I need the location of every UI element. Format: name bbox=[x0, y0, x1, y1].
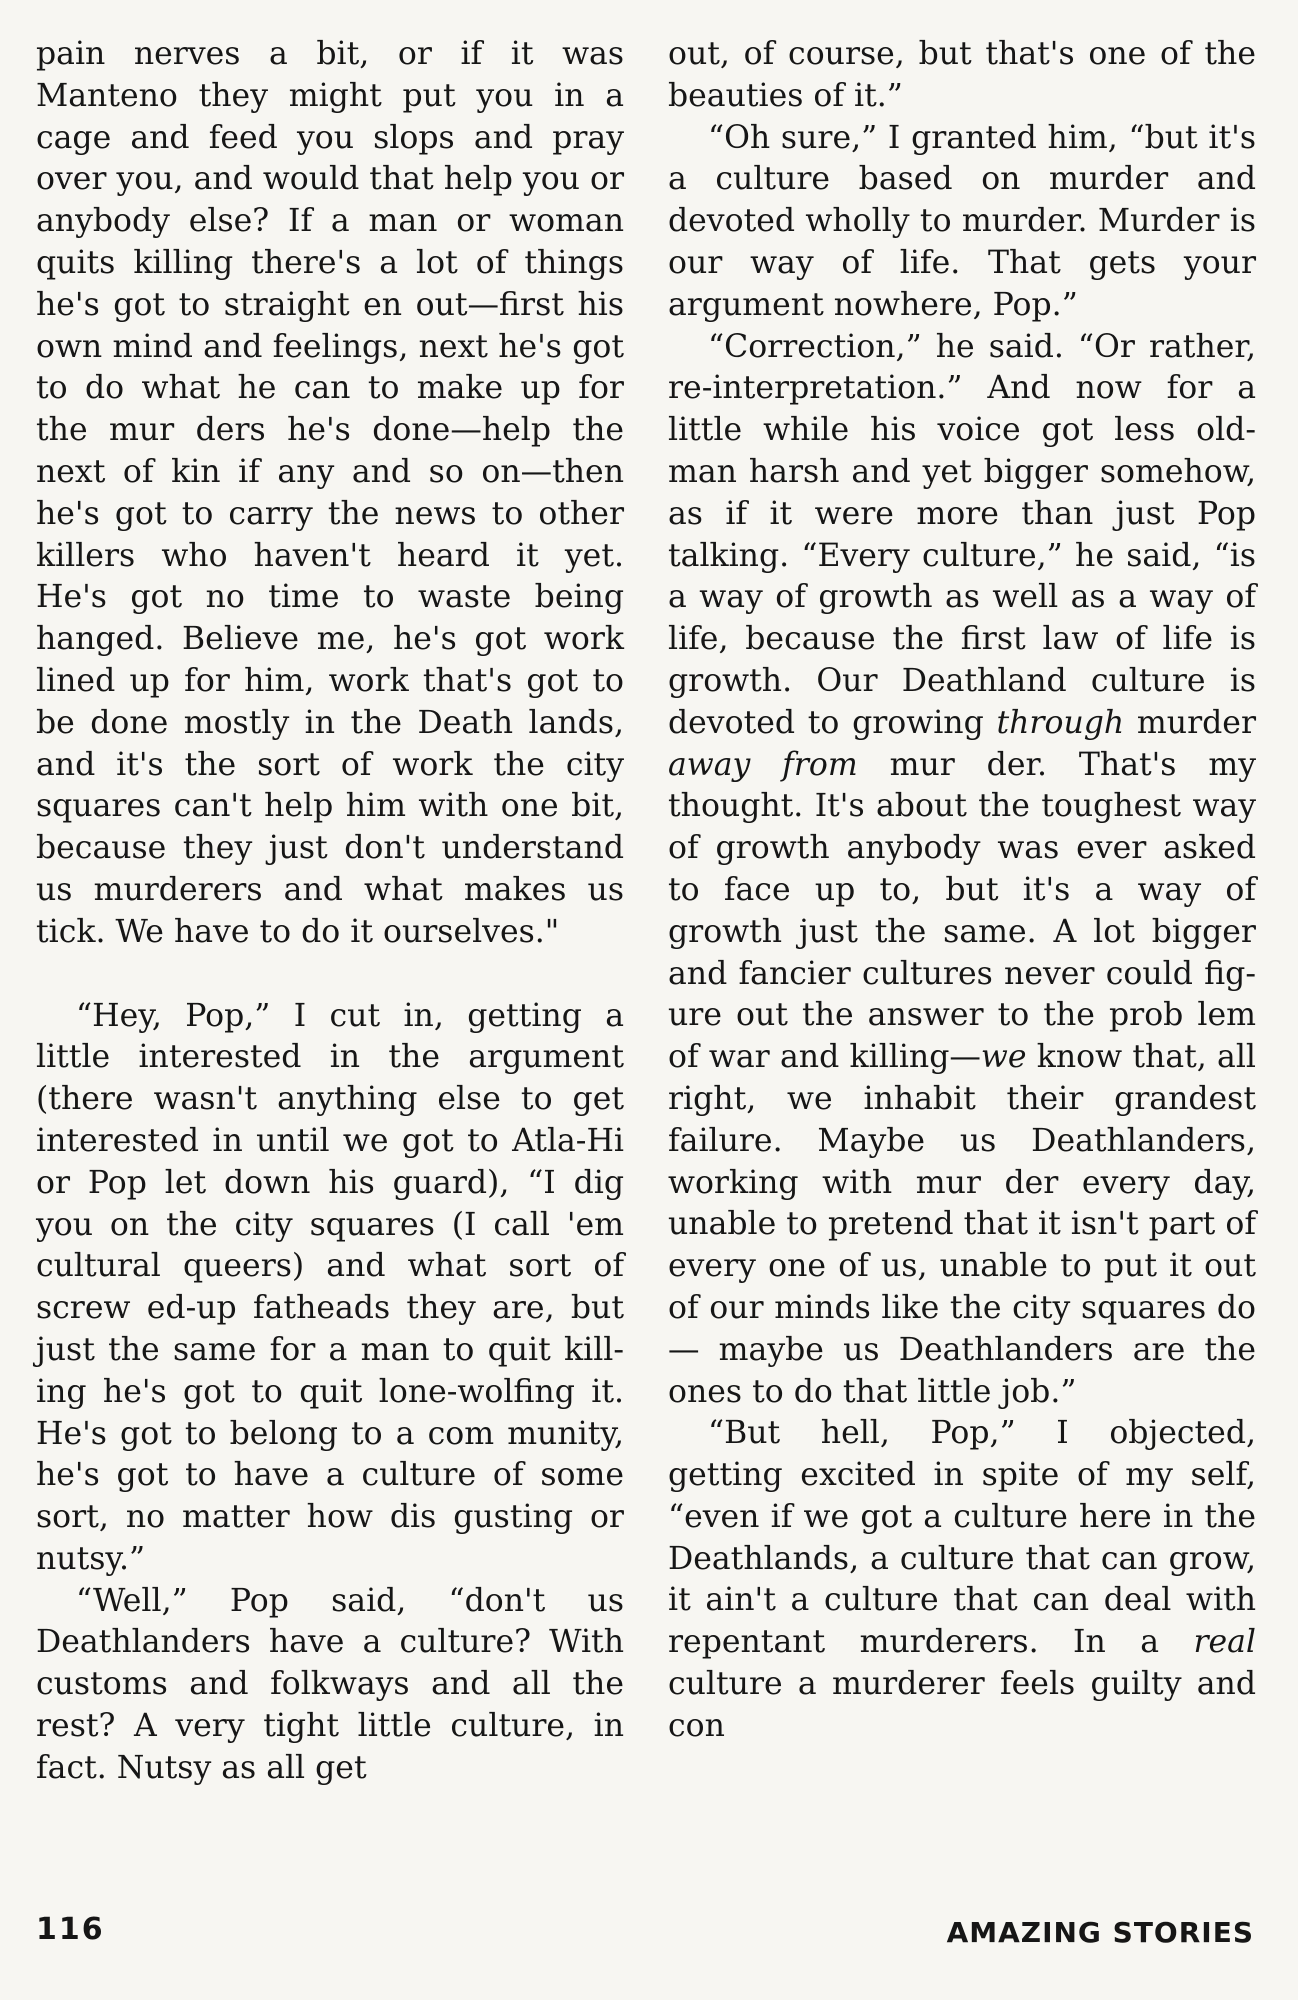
page-number: 116 bbox=[36, 1912, 105, 1947]
text-run: “But hell, Pop,” I objected, getting excited in spite of my self, “even if we got a culture here in the Deathlands, a culture that can grow, it ain't a culture that can deal with repentant murderers. In a bbox=[668, 1415, 1256, 1661]
paragraph: “Oh sure,” I granted him, “but it's a culture based on murder and devoted wholly to murder. Murder is our way of life. That gets your argument nowhere, Pop.” bbox=[668, 119, 1256, 323]
text-run: mur der. That's my thought. It's about the toughest way of growth anybody was ever asked to face up to, but it's a way of growth just the same. A lot bigger and fancier cultures never could fig ure out the answer to the prob lem of war and killing— bbox=[668, 746, 1256, 1076]
text-run: “Correction,” he said. “Or rather, re-interpretation.” And now for a little while his voice got less old-man harsh and yet bigger somehow, as if it were more than just Pop talking. “Every culture,” he said, “is a way of growth as well as a way of life, because the first law of life is growth. Our Deathland culture is devoted to growing bbox=[668, 328, 1256, 741]
paragraph: pain nerves a bit, or if it was Manteno they might put you in a cage and feed you slops and pray over you, and would that help you or anybody else? If a man or woman quits killing there's a lot of things he's got to straight en out—first his own mind and feelings, next he's got to do what he can to make up for the mur ders he's done—help the next of kin if any and so on—then he's got to carry the news to other killers who haven't heard it yet. He's got no time to waste being hanged. Believe me, he's got work lined up for him, work that's got to be done mostly in the Death lands, and it's the sort of work the city squares can't help him with one bit, because they just don't understand us murderers and what makes us tick. We have to do it ourselves." bbox=[36, 36, 624, 950]
text-run: murder bbox=[1124, 704, 1256, 741]
magazine-title: AMAZING STORIES bbox=[946, 1916, 1254, 1949]
italic-text: real bbox=[1193, 1624, 1256, 1661]
paragraph: out, of course, but that's one of the beauties of it.” bbox=[668, 36, 1256, 114]
text-run: culture a murderer feels guilty and con bbox=[668, 1666, 1256, 1744]
paragraph: “Well,” Pop said, “don't us Deathlanders have a culture? With customs and folkways and all the rest? A very tight little culture, in fact. Nutsy as all get bbox=[36, 1582, 624, 1786]
italic-text: through bbox=[996, 704, 1125, 741]
right-column bbox=[668, 34, 1256, 1748]
text-run: know that, all right, we inhabit their grandest failure. Maybe us Deathlanders, working with mur der every day, unable to pretend that it isn't part of every one of us, unable to put it out of our minds like the city squares do— maybe us Deathlanders are the ones to do that little job.” bbox=[668, 1039, 1256, 1410]
italic-text: we bbox=[980, 1039, 1027, 1076]
left-column bbox=[36, 34, 624, 1790]
italic-text: away from bbox=[668, 746, 858, 783]
paragraph bbox=[668, 1413, 1256, 1747]
paragraph: “Hey, Pop,” I cut in, getting a little interested in the argument (there wasn't anything else to get interested in until we got to Atla-Hi or Pop let down his guard), “I dig you on the city squares (I call 'em cultural queers) and what sort of screw ed-up fatheads they are, but just the same for a man to quit kill ing he's got to quit lone-wolfing it. He's got to belong to a com munity, he's got to have a culture of some sort, no matter how dis gusting or nutsy.” bbox=[36, 997, 624, 1577]
paragraph bbox=[668, 327, 1256, 1414]
